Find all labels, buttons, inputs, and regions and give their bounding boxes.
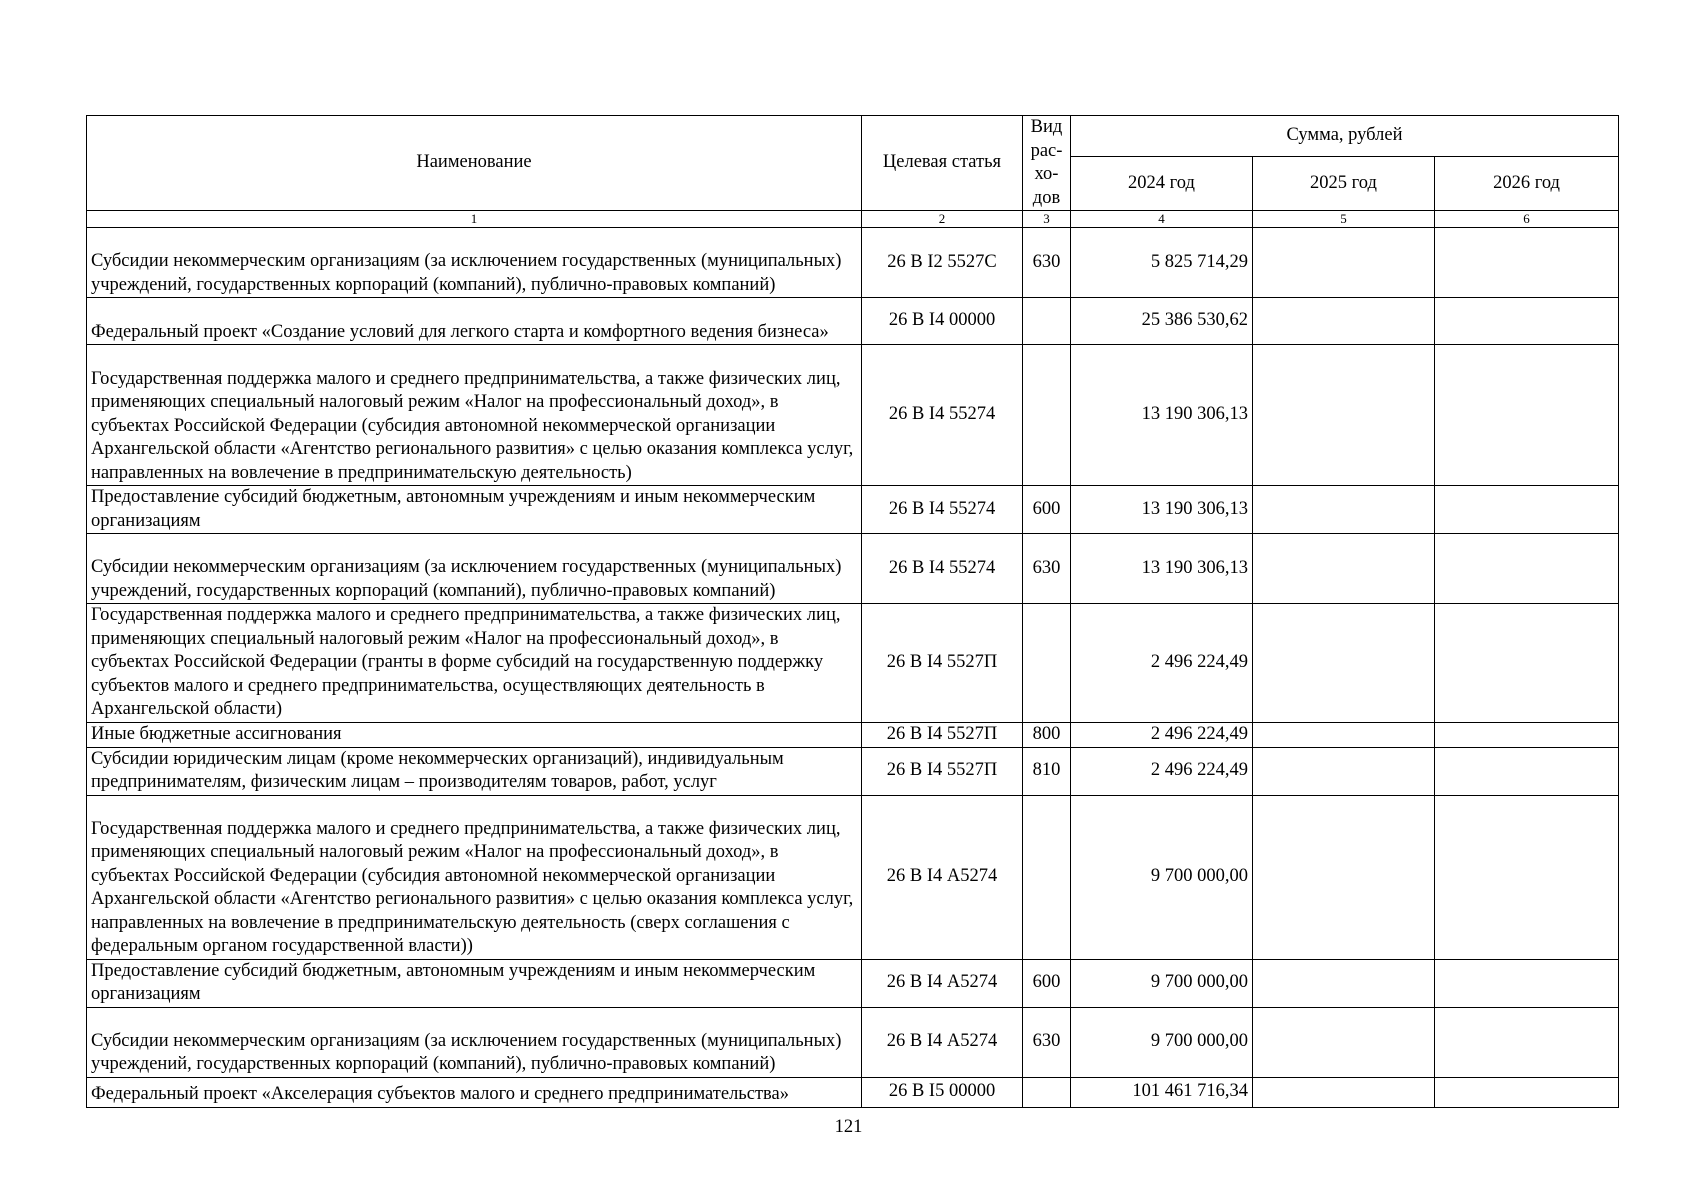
row-expense-type: [1023, 1077, 1071, 1107]
row-sum-2025: [1253, 959, 1435, 1007]
row-target-code: 26 В I4 55274: [862, 534, 1023, 604]
row-target-code: 26 В I4 А5274: [862, 1007, 1023, 1077]
row-target-code: 26 В I2 5527С: [862, 228, 1023, 298]
row-target-code: 26 В I4 А5274: [862, 795, 1023, 959]
row-target-code: 26 В I4 5527П: [862, 722, 1023, 747]
row-sum-2026: [1435, 722, 1619, 747]
table-body: [87, 228, 1619, 1108]
header-sum: Сумма, рублей: [1071, 116, 1619, 157]
table-row: [87, 604, 1619, 723]
page-number: 121: [834, 1117, 863, 1137]
column-number: 2: [862, 211, 1023, 228]
row-sum-2026: [1435, 486, 1619, 534]
row-name: Иные бюджетные ассигнования: [87, 722, 862, 747]
row-name: Государственная поддержка малого и среднего предпринимательства, а также физических лиц, применяющих специальный налоговый режим «Налог на профессиональный доход», в субъектах Российской Федерации (субсидия автономной некоммерческой организации Архангельской области «Агентство регионального развития» с целью оказания комплекса услуг, направленных на вовлечение в предпринимательскую деятельность): [87, 345, 862, 486]
row-sum-2024: 2 496 224,49: [1071, 604, 1253, 723]
row-sum-2024: 2 496 224,49: [1071, 722, 1253, 747]
row-expense-type: 800: [1023, 722, 1071, 747]
row-sum-2024: 9 700 000,00: [1071, 959, 1253, 1007]
row-target-code: 26 В I4 00000: [862, 298, 1023, 345]
row-name: Государственная поддержка малого и среднего предпринимательства, а также физических лиц, применяющих специальный налоговый режим «Налог на профессиональный доход», в субъектах Российской Федерации (субсидия автономной некоммерческой организации Архангельской области «Агентство регионального развития» с целью оказания комплекса услуг, направленных на вовлечение в предпринимательскую деятельность (сверх соглашения с федеральным органом государственной власти)): [87, 795, 862, 959]
row-target-code: 26 В I4 А5274: [862, 959, 1023, 1007]
row-sum-2024: 5 825 714,29: [1071, 228, 1253, 298]
row-sum-2024: 9 700 000,00: [1071, 795, 1253, 959]
row-sum-2026: [1435, 534, 1619, 604]
column-number: 5: [1253, 211, 1435, 228]
row-sum-2025: [1253, 795, 1435, 959]
table-header: [87, 116, 1619, 228]
row-sum-2025: [1253, 747, 1435, 795]
row-target-code: 26 В I4 5527П: [862, 604, 1023, 723]
row-sum-2024: 13 190 306,13: [1071, 486, 1253, 534]
row-target-code: 26 В I5 00000: [862, 1077, 1023, 1107]
row-sum-2025: [1253, 486, 1435, 534]
row-sum-2025: [1253, 345, 1435, 486]
row-sum-2026: [1435, 1077, 1619, 1107]
column-number: 3: [1023, 211, 1071, 228]
row-expense-type: [1023, 604, 1071, 723]
column-number: 4: [1071, 211, 1253, 228]
header-year-2026: 2026 год: [1435, 157, 1619, 211]
row-name: Субсидии некоммерческим организациям (за исключением государственных (муниципальных) учреждений, государственных корпораций (компаний), публично-правовых компаний): [87, 228, 862, 298]
row-expense-type: 600: [1023, 959, 1071, 1007]
row-expense-type: 600: [1023, 486, 1071, 534]
row-name: Федеральный проект «Создание условий для легкого старта и комфортного ведения бизнеса»: [87, 298, 862, 345]
row-expense-type: [1023, 298, 1071, 345]
row-sum-2024: 2 496 224,49: [1071, 747, 1253, 795]
table-row: [87, 486, 1619, 534]
table-row: [87, 959, 1619, 1007]
row-sum-2024: 13 190 306,13: [1071, 534, 1253, 604]
table-row: [87, 345, 1619, 486]
row-expense-type: [1023, 795, 1071, 959]
row-expense-type: 630: [1023, 228, 1071, 298]
row-sum-2026: [1435, 298, 1619, 345]
row-sum-2025: [1253, 722, 1435, 747]
table-row: [87, 1007, 1619, 1077]
row-sum-2026: [1435, 1007, 1619, 1077]
row-sum-2025: [1253, 1077, 1435, 1107]
row-name: Федеральный проект «Акселерация субъектов малого и среднего предпринимательства»: [87, 1077, 862, 1107]
row-sum-2026: [1435, 747, 1619, 795]
table-row: [87, 1077, 1619, 1107]
header-year-2025: 2025 год: [1253, 157, 1435, 211]
row-sum-2025: [1253, 604, 1435, 723]
header-year-2024: 2024 год: [1071, 157, 1253, 211]
row-name: Предоставление субсидий бюджетным, автономным учреждениям и иным некоммерческим организациям: [87, 959, 862, 1007]
row-sum-2026: [1435, 795, 1619, 959]
row-sum-2026: [1435, 959, 1619, 1007]
table-row: [87, 534, 1619, 604]
row-sum-2024: 9 700 000,00: [1071, 1007, 1253, 1077]
row-sum-2025: [1253, 298, 1435, 345]
row-expense-type: [1023, 345, 1071, 486]
column-number-row: [87, 211, 1619, 228]
row-target-code: 26 В I4 55274: [862, 486, 1023, 534]
row-sum-2026: [1435, 345, 1619, 486]
column-number: 6: [1435, 211, 1619, 228]
row-sum-2024: 13 190 306,13: [1071, 345, 1253, 486]
budget-table: [86, 115, 1619, 1108]
column-number: 1: [87, 211, 862, 228]
table-row: [87, 795, 1619, 959]
table-row: [87, 298, 1619, 345]
row-sum-2025: [1253, 228, 1435, 298]
row-sum-2026: [1435, 604, 1619, 723]
row-target-code: 26 В I4 55274: [862, 345, 1023, 486]
row-name: Предоставление субсидий бюджетным, автономным учреждениям и иным некоммерческим организациям: [87, 486, 862, 534]
row-target-code: 26 В I4 5527П: [862, 747, 1023, 795]
row-expense-type: 810: [1023, 747, 1071, 795]
row-name: Субсидии некоммерческим организациям (за исключением государственных (муниципальных) учреждений, государственных корпораций (компаний), публично-правовых компаний): [87, 1007, 862, 1077]
row-name: Государственная поддержка малого и среднего предпринимательства, а также физических лиц, применяющих специальный налоговый режим «Налог на профессиональный доход», в субъектах Российской Федерации (гранты в форме субсидий на государственную поддержку субъектов малого и среднего предпринимательства, осуществляющих деятельность в Архангельской области): [87, 604, 862, 723]
row-sum-2024: 25 386 530,62: [1071, 298, 1253, 345]
row-sum-2026: [1435, 228, 1619, 298]
row-sum-2025: [1253, 534, 1435, 604]
row-expense-type: 630: [1023, 1007, 1071, 1077]
table-row: [87, 228, 1619, 298]
table-row: [87, 722, 1619, 747]
header-name: Наименование: [87, 116, 862, 211]
row-sum-2024: 101 461 716,34: [1071, 1077, 1253, 1107]
table-row: [87, 747, 1619, 795]
header-target: Целевая статья: [862, 116, 1023, 211]
row-name: Субсидии юридическим лицам (кроме некоммерческих организаций), индивидуальным предпринимателям, физическим лицам – производителям товаров, работ, услуг: [87, 747, 862, 795]
row-expense-type: 630: [1023, 534, 1071, 604]
header-type: Вид рас- хо- дов: [1023, 116, 1071, 211]
row-name: Субсидии некоммерческим организациям (за исключением государственных (муниципальных) учреждений, государственных корпораций (компаний), публично-правовых компаний): [87, 534, 862, 604]
row-sum-2025: [1253, 1007, 1435, 1077]
